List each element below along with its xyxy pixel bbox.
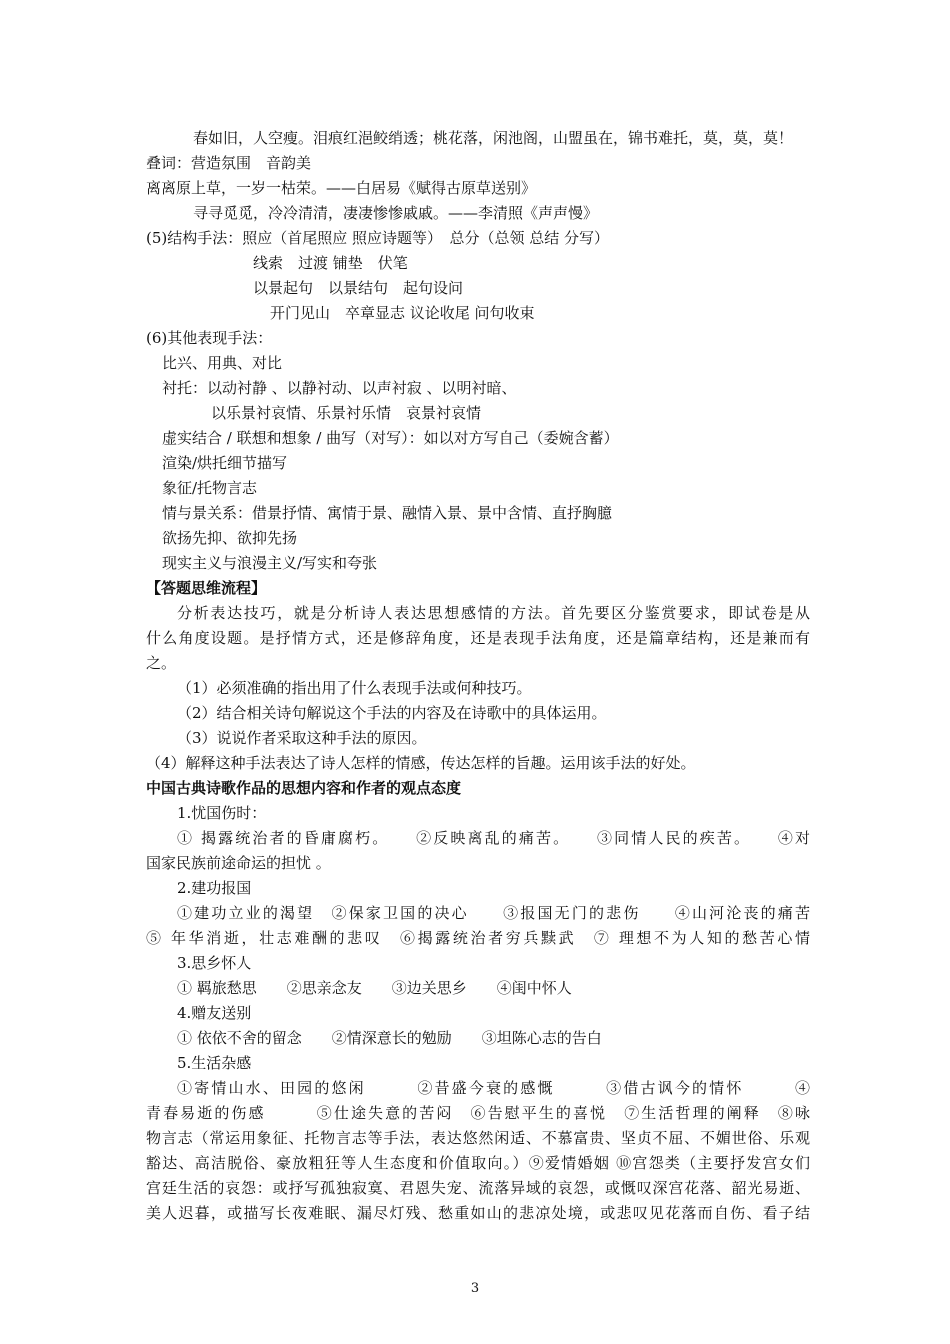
text-line: 开门见山 卒章显志 议论收尾 问句收束	[270, 304, 535, 322]
text-line: ①建功立业的渴望 ②保家卫国的决心 ③报国无门的悲伤 ④山河沦丧的痛苦	[177, 904, 810, 922]
text-line: 豁达、高洁脱俗、豪放粗狂等人生态度和价值取向。）⑨爱情婚姻 ⑩宫怨类（主要抒发宫女们	[146, 1154, 810, 1172]
text-line: 渲染/烘托细节描写	[162, 454, 288, 472]
text-line: 春如旧，人空瘦。泪痕红浥鲛绡透；桃花落，闲池阁，山盟虽在，锦书难托，莫，莫，莫！	[193, 129, 794, 147]
text-line: ① 羁旅愁思 ②思亲念友 ③边关思乡 ④闺中怀人	[177, 979, 572, 997]
text-line: 4.赠友送别	[177, 1004, 252, 1022]
text-line: 以乐景衬哀情、乐景衬乐情 哀景衬哀情	[211, 404, 482, 422]
text-line: 比兴、用典、对比	[162, 354, 283, 372]
text-line: 3.思乡怀人	[177, 954, 252, 972]
text-line: (6)其他表现手法：	[146, 329, 273, 347]
text-line: 美人迟暮，或描写长夜难眠、漏尽灯残、愁重如山的悲凉处境，或悲叹见花落而自伤、看子结	[146, 1204, 810, 1222]
text-line: ①寄情山水、田园的悠闲 ②昔盛今衰的感慨 ③借古讽今的情怀 ④	[177, 1079, 810, 1097]
text-line: 象征/托物言志	[162, 479, 258, 497]
text-line: （3）说说作者采取这种手法的原因。	[177, 729, 427, 747]
text-line: 线索 过渡 铺垫 伏笔	[253, 254, 408, 272]
text-line: 2.建功报国	[177, 879, 252, 897]
text-line: （1）必须准确的指出用了什么表现手法或何种技巧。	[177, 679, 532, 697]
text-line: 青春易逝的伤感 ⑤仕途失意的苦闷 ⑥告慰平生的喜悦 ⑦生活哲理的阐释 ⑧咏	[146, 1104, 810, 1122]
text-line: 1.忧国伤时：	[177, 804, 267, 822]
text-line: 叠词：营造氛围 音韵美	[146, 154, 312, 172]
text-line: 虚实结合 / 联想和想象 / 曲写（对写）：如以对方写自己（委婉含蓄）	[162, 429, 619, 447]
text-line: 国家民族前途命运的担忧 。	[146, 854, 331, 872]
section-heading: 【答题思维流程】	[146, 579, 267, 597]
text-line: 衬托：以动衬静 、以静衬动、以声衬寂 、以明衬暗、	[162, 379, 517, 397]
text-line: （4）解释这种手法表达了诗人怎样的情感，传达怎样的旨趣。运用该手法的好处。	[146, 754, 696, 772]
text-line: （2）结合相关诗句解说这个手法的内容及在诗歌中的具体运用。	[177, 704, 607, 722]
text-line: 情与景关系：借景抒情、寓情于景、融情入景、景中含情、直抒胸臆	[162, 504, 613, 522]
text-line: 什么角度设题。是抒情方式，还是修辞角度，还是表现手法角度，还是篇章结构，还是兼而有	[146, 629, 810, 647]
page-number: 3	[470, 1281, 480, 1296]
text-line: ① 依依不舍的留念 ②情深意长的勉励 ③坦陈心志的告白	[177, 1029, 602, 1047]
section-heading: 中国古典诗歌作品的思想内容和作者的观点态度	[146, 779, 462, 797]
text-line: 物言志（常运用象征、托物言志等手法，表达悠然闲适、不慕富贵、坚贞不屈、不媚世俗、乐观	[146, 1129, 810, 1147]
text-line: ⑤ 年华消逝，壮志难酬的悲叹 ⑥揭露统治者穷兵黩武 ⑦ 理想不为人知的愁苦心情	[146, 929, 810, 947]
text-line: 宫廷生活的哀怨：或抒写孤独寂寞、君恩失宠、流落异域的哀怨，或慨叹深宫花落、韶光易逝、	[146, 1179, 810, 1197]
text-line: 5.生活杂感	[177, 1054, 252, 1072]
text-line: 分析表达技巧，就是分析诗人表达思想感情的方法。首先要区分鉴赏要求，即试卷是从	[177, 604, 810, 622]
text-line: 以景起句 以景结句 起句设问	[253, 279, 464, 297]
text-line: 之。	[146, 654, 177, 672]
text-line: (5)结构手法：照应（首尾照应 照应诗题等） 总分（总领 总结 分写）	[146, 229, 610, 247]
text-line: 寻寻觅觅，冷冷清清，凄凄惨惨戚戚。——李清照《声声慢》	[193, 204, 599, 222]
text-line: 现实主义与浪漫主义/写实和夸张	[162, 554, 378, 572]
text-line: 欲扬先抑、欲抑先扬	[162, 529, 298, 547]
text-line: 离离原上草，一岁一枯荣。——白居易《赋得古原草送别》	[146, 179, 537, 197]
text-line: ① 揭露统治者的昏庸腐朽。 ②反映离乱的痛苦。 ③同情人民的疾苦。 ④对	[177, 829, 810, 847]
